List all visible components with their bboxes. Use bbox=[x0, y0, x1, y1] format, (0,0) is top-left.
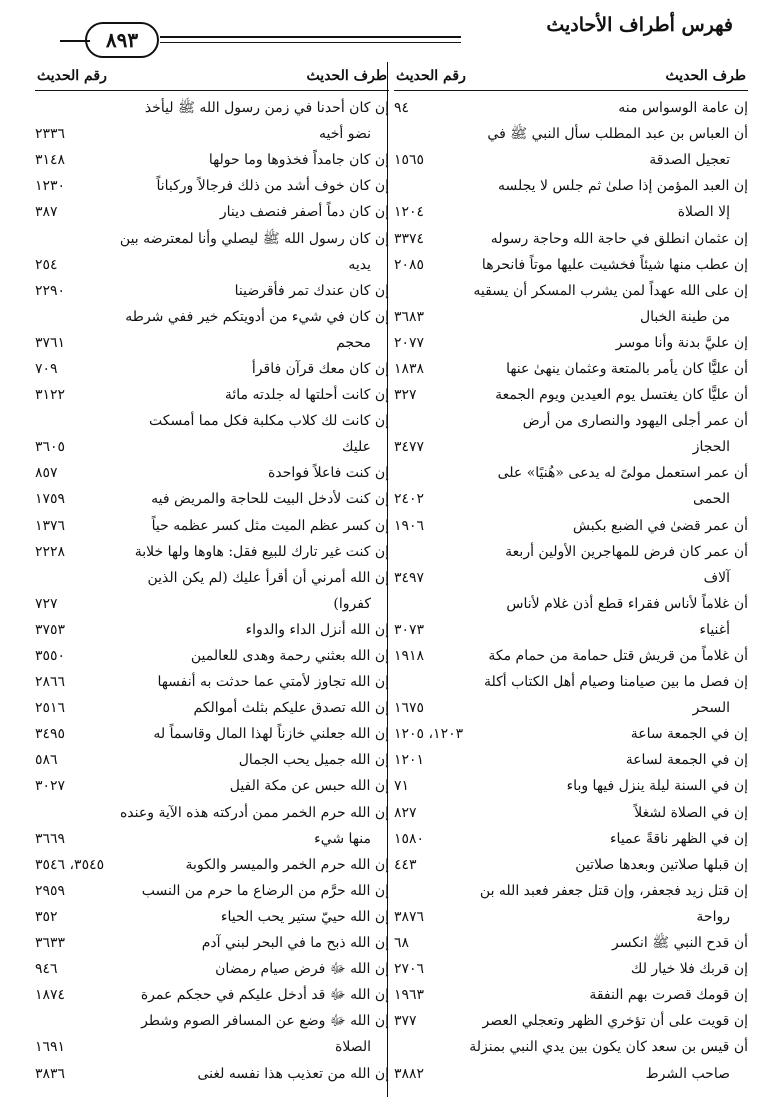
index-entry bbox=[394, 1060, 748, 1086]
index-entry bbox=[394, 460, 748, 486]
index-entry bbox=[35, 982, 389, 1008]
header-rule bbox=[160, 36, 461, 38]
index-entry bbox=[35, 1060, 389, 1086]
index-entry bbox=[394, 330, 748, 356]
index-entry bbox=[394, 252, 748, 278]
index-entry bbox=[35, 695, 389, 721]
hadith-number: ١٩٦٣ bbox=[394, 987, 425, 1004]
hadith-number: ١٢٠٣، ١٢٠٥ bbox=[394, 726, 464, 743]
hadith-text: يديه bbox=[348, 256, 371, 273]
entry-list bbox=[35, 95, 389, 1087]
hadith-text: من طينة الخبال bbox=[639, 308, 730, 325]
hadith-text: إن الله حييّ ستير يحب الحياء bbox=[220, 908, 389, 925]
hadith-number: ١٦٩١ bbox=[35, 1039, 66, 1056]
hadith-text: إن كان أحدنا في زمن رسول الله ﷺ ليأخذ bbox=[144, 100, 389, 117]
index-entry bbox=[35, 826, 389, 852]
hadith-text: أن غلاماً من قريش قتل حمامة من حمام مكة bbox=[488, 648, 748, 665]
hadith-text: محجم bbox=[336, 334, 371, 351]
hadith-number: ٣٨٣٦ bbox=[35, 1065, 66, 1082]
hadith-text: إن الله حرَّم من الرضاع ما حرم من النسب bbox=[141, 882, 389, 899]
index-entry bbox=[35, 721, 389, 747]
hadith-text: إن على الله عهداً لمن يشرب المسكر أن يسقيه bbox=[473, 282, 748, 299]
index-entry bbox=[394, 878, 748, 904]
hadith-text: أن عمر قضىٰ في الضبع بكبش bbox=[572, 517, 748, 534]
hadith-text: أن غلاماً لأناس فقراء قطع أذن غلام لأناس bbox=[506, 595, 748, 612]
index-entry bbox=[35, 278, 389, 304]
index-entry bbox=[394, 121, 748, 147]
column-header-number: رقم الحديث bbox=[37, 68, 107, 84]
hadith-text: إن كان في شيء من أدويتكم خير ففي شرطه bbox=[125, 308, 389, 325]
index-entry bbox=[35, 173, 389, 199]
hadith-text: إن الله تصدق عليكم بثلث أموالكم bbox=[193, 700, 389, 717]
hadith-number: ٣٠٢٧ bbox=[35, 778, 66, 795]
hadith-number: ٢٨٦٦ bbox=[35, 674, 66, 691]
hadith-text: السحر bbox=[692, 700, 730, 717]
hadith-text: إن كان رسول الله ﷺ ليصلي وأنا لمعترضه بين bbox=[119, 230, 389, 247]
hadith-text: إن الله من تعذيب هذا نفسه لغنى bbox=[197, 1065, 389, 1082]
hadith-number: ٨٢٧ bbox=[394, 804, 417, 821]
index-entry bbox=[35, 434, 389, 460]
index-entry bbox=[394, 826, 748, 852]
index-entry bbox=[394, 304, 748, 330]
index-entry bbox=[394, 408, 748, 434]
hadith-text: إلا الصلاة bbox=[677, 204, 730, 221]
hadith-text: إن الله بعثني رحمة وهدى للعالمين bbox=[190, 648, 389, 665]
index-entry bbox=[394, 852, 748, 878]
hadith-number: ٢٩٥٩ bbox=[35, 882, 66, 899]
index-entry bbox=[35, 773, 389, 799]
index-entry bbox=[394, 747, 748, 773]
hadith-text: إن الله ذبح ما في البحر لبني آدم bbox=[201, 935, 389, 952]
index-entry bbox=[394, 434, 748, 460]
page-number: ٨٩٣ bbox=[85, 22, 159, 58]
index-entry bbox=[35, 225, 389, 251]
hadith-text: إن كنت لأدخل البيت للحاجة والمريض فيه bbox=[151, 491, 389, 508]
hadith-text: رواحة bbox=[696, 908, 730, 925]
index-entry bbox=[35, 382, 389, 408]
hadith-number: ١٦٧٥ bbox=[394, 700, 425, 717]
hadith-number: ١٩٠٦ bbox=[394, 517, 425, 534]
index-entry bbox=[394, 486, 748, 512]
index-entry bbox=[35, 486, 389, 512]
hadith-number: ٧٢٧ bbox=[35, 595, 58, 612]
hadith-text: إن كان عندك تمر فأقرضينا bbox=[234, 282, 389, 299]
index-entry bbox=[394, 513, 748, 539]
index-entry bbox=[35, 643, 389, 669]
index-entry bbox=[35, 1008, 389, 1034]
hadith-text: إن قربك فلا خيار لك bbox=[630, 961, 748, 978]
hadith-number: ٢٣٣٦ bbox=[35, 126, 66, 143]
index-entry bbox=[394, 721, 748, 747]
hadith-text: الحجاز bbox=[692, 439, 730, 456]
column-left bbox=[35, 62, 389, 1092]
hadith-number: ١٣٧٦ bbox=[35, 517, 66, 534]
hadith-text: إن عثمان انطلق في حاجة الله وحاجة رسوله bbox=[490, 230, 748, 247]
hadith-number: ٢٠٨٥ bbox=[394, 256, 425, 273]
index-entry bbox=[35, 904, 389, 930]
hadith-number: ٢٥١٦ bbox=[35, 700, 66, 717]
hadith-text: إن كان خوف أشد من ذلك فرجالاً وركباناً bbox=[156, 178, 389, 195]
hadith-number: ٥٨٦ bbox=[35, 752, 58, 769]
hadith-text: إن الله تجاوز لأمتي عما حدثت به أنفسها bbox=[157, 674, 389, 691]
hadith-text: إن الله حرم الخمر ممن أدركته هذه الآية وعنده bbox=[119, 804, 389, 821]
index-entry bbox=[394, 356, 748, 382]
hadith-number: ٣٥٥٠ bbox=[35, 648, 66, 665]
index-entry bbox=[35, 513, 389, 539]
hadith-number: ١٢٣٠ bbox=[35, 178, 66, 195]
hadith-text: إن كانت لك كلاب مكلبة فكل مما أمسكت bbox=[149, 413, 389, 430]
index-entry bbox=[394, 617, 748, 643]
hadith-number: ٣٧٥٣ bbox=[35, 621, 66, 638]
hadith-number: ٦٨ bbox=[394, 935, 410, 952]
index-entry bbox=[35, 878, 389, 904]
hadith-number: ٣٧٧ bbox=[394, 1013, 417, 1030]
index-entry bbox=[35, 852, 389, 878]
index-entry bbox=[35, 460, 389, 486]
hadith-number: ٧٠٩ bbox=[35, 360, 58, 377]
index-entry bbox=[35, 930, 389, 956]
hadith-number: ٣٦٠٥ bbox=[35, 439, 66, 456]
hadith-number: ١٥٨٠ bbox=[394, 830, 425, 847]
index-entry bbox=[394, 930, 748, 956]
hadith-number: ٢٤٠٢ bbox=[394, 491, 425, 508]
entry-list bbox=[394, 95, 748, 1087]
hadith-number: ٣٤٩٥ bbox=[35, 726, 66, 743]
index-entry bbox=[35, 199, 389, 225]
hadith-number: ٣٢٧ bbox=[394, 387, 417, 404]
hadith-text: إن كسر عظم الميت مثل كسر عظمه حياً bbox=[151, 517, 389, 534]
hadith-text: إن عطب منها شيئاً فخشيت عليها موتاً فانحرها bbox=[481, 256, 748, 273]
hadith-text: أن عليًّا كان يأمر بالمتعة وعثمان ينهىٰ عنها bbox=[506, 360, 748, 377]
hadith-number: ٣٨٧ bbox=[35, 204, 58, 221]
hadith-text: إن كنت فاعلاً فواحدة bbox=[268, 465, 389, 482]
hadith-text: إن فصل ما بين صيامنا وصيام أهل الكتاب أكلة bbox=[483, 674, 748, 691]
hadith-text: إن كنت غير تارك للبيع فقل: هاوها ولها خلابة bbox=[134, 543, 389, 560]
hadith-number: ٢٧٠٦ bbox=[394, 961, 425, 978]
hadith-text: نضو أخيه bbox=[319, 126, 371, 143]
index-entry bbox=[35, 617, 389, 643]
hadith-number: ١٩١٨ bbox=[394, 648, 425, 665]
hadith-text: عليك bbox=[341, 439, 371, 456]
index-entry bbox=[394, 591, 748, 617]
index-entry bbox=[394, 147, 748, 173]
hadith-text: الحمى bbox=[693, 491, 730, 508]
hadith-text: إن في الجمعة لساعة bbox=[625, 752, 748, 769]
hadith-number: ١٨٣٨ bbox=[394, 360, 425, 377]
index-entry bbox=[394, 382, 748, 408]
hadith-text: إن قتل زيد فجعفر، وإن قتل جعفر فعبد الله بن bbox=[479, 882, 748, 899]
index-entry bbox=[35, 252, 389, 278]
index-entry bbox=[35, 956, 389, 982]
index-entry bbox=[394, 800, 748, 826]
hadith-number: ٣١٤٨ bbox=[35, 152, 66, 169]
hadith-number: ٣٤٩٧ bbox=[394, 569, 425, 586]
hadith-text: إن في الظهر ناقةً عمياء bbox=[609, 830, 748, 847]
hadith-text: أن عمر أجلى اليهود والنصارى من أرض bbox=[522, 413, 748, 430]
hadith-text: إن عليَّ بدنة وأنا موسر bbox=[615, 334, 748, 351]
hadith-text: إن العبد المؤمن إذا صلىٰ ثم جلس لا يجلسه bbox=[498, 178, 748, 195]
hadith-text: إن في الجمعة ساعة bbox=[630, 726, 748, 743]
hadith-text: إن قومك قصرت بهم النفقة bbox=[589, 987, 748, 1004]
hadith-text: إن قويت على أن تؤخري الظهر وتعجلي العصر bbox=[482, 1013, 748, 1030]
hadith-number: ٢٥٤ bbox=[35, 256, 58, 273]
hadith-number: ١٢٠١ bbox=[394, 752, 425, 769]
column-header bbox=[394, 62, 748, 91]
hadith-text: أن قدح النبي ﷺ انكسر bbox=[612, 935, 748, 952]
hadith-text: أغنياء bbox=[699, 621, 730, 638]
hadith-number: ٩٤٦ bbox=[35, 961, 58, 978]
index-entry bbox=[394, 904, 748, 930]
index-entry bbox=[35, 747, 389, 773]
hadith-text: إن كانت أحلتها له جلدته مائة bbox=[224, 387, 389, 404]
index-entry bbox=[394, 669, 748, 695]
index-entry bbox=[394, 982, 748, 1008]
hadith-text: إن الله حرم الخمر والميسر والكوبة bbox=[185, 856, 389, 873]
index-entry bbox=[394, 1008, 748, 1034]
index-entry bbox=[394, 199, 748, 225]
hadith-number: ١٨٧٤ bbox=[35, 987, 66, 1004]
hadith-text: إن الله ﷻ فرض صيام رمضان bbox=[215, 961, 389, 978]
header-rule-thin bbox=[160, 42, 461, 43]
hadith-text: أن العباس بن عبد المطلب سأل النبي ﷺ في bbox=[487, 126, 748, 143]
index-entry bbox=[394, 278, 748, 304]
hadith-number: ٢٠٧٧ bbox=[394, 334, 425, 351]
column-header-number: رقم الحديث bbox=[396, 68, 466, 84]
hadith-text: إن الله أنزل الداء والدواء bbox=[245, 621, 389, 638]
hadith-text: منها شيء bbox=[314, 830, 371, 847]
index-entry bbox=[394, 173, 748, 199]
page-header-title: فهرس أطراف الأحاديث bbox=[546, 14, 733, 36]
hadith-number: ٣٧٦١ bbox=[35, 334, 66, 351]
hadith-text: إن كان جامداً فخذوها وما حولها bbox=[208, 152, 389, 169]
hadith-number: ٣٥٢ bbox=[35, 908, 58, 925]
column-right bbox=[394, 62, 748, 1092]
hadith-number: ٢٢٩٠ bbox=[35, 282, 66, 299]
index-entry bbox=[35, 356, 389, 382]
index-entry bbox=[394, 695, 748, 721]
hadith-text: إن كان معك قرآن فاقرأ bbox=[251, 360, 389, 377]
hadith-text: إن قبلها صلاتين وبعدها صلاتين bbox=[575, 856, 748, 873]
hadith-text: الصلاة bbox=[335, 1039, 371, 1056]
index-entry bbox=[394, 643, 748, 669]
hadith-text: إن عامة الوسواس منه bbox=[618, 100, 748, 117]
hadith-number: ١٧٥٩ bbox=[35, 491, 66, 508]
column-header-text: طرف الحديث bbox=[665, 68, 746, 84]
hadith-number: ٣٨٨٢ bbox=[394, 1065, 425, 1082]
index-entry bbox=[394, 95, 748, 121]
hadith-text: آلاف bbox=[703, 569, 730, 586]
column-header bbox=[35, 62, 389, 91]
hadith-number: ٣٤٧٧ bbox=[394, 439, 425, 456]
hadith-text: أن عليًّا كان يغتسل يوم العيدين ويوم الجمعة bbox=[495, 387, 748, 404]
index-entry bbox=[35, 565, 389, 591]
hadith-number: ٣٣٧٤ bbox=[394, 230, 425, 247]
hadith-text: إن الله ﷻ قد أدخل عليكم في حجكم عمرة bbox=[140, 987, 389, 1004]
index-entry bbox=[35, 330, 389, 356]
hadith-text: إن الله جعلني خازناً لهذا المال وقاسماً له bbox=[153, 726, 389, 743]
index-entry bbox=[394, 225, 748, 251]
hadith-text: إن الله حبس عن مكة الفيل bbox=[229, 778, 389, 795]
hadith-number: ٣١٢٢ bbox=[35, 387, 66, 404]
hadith-number: ٣٦٦٩ bbox=[35, 830, 66, 847]
hadith-text: إن الله ﷻ وضع عن المسافر الصوم وشطر bbox=[141, 1013, 389, 1030]
hadith-number: ٢٢٢٨ bbox=[35, 543, 66, 560]
index-entry bbox=[35, 539, 389, 565]
hadith-text: إن الله أمرني أن أقرأ عليك (لم يكن الذين bbox=[147, 569, 389, 586]
index-entry bbox=[35, 1034, 389, 1060]
hadith-number: ٣٥٤٥، ٣٥٤٦ bbox=[35, 856, 105, 873]
index-entry bbox=[35, 669, 389, 695]
hadith-text: إن كان دماً أصفر فنصف دينار bbox=[219, 204, 389, 221]
hadith-text: إن الله جميل يحب الجمال bbox=[238, 752, 389, 769]
index-entry bbox=[35, 304, 389, 330]
index-entry bbox=[35, 95, 389, 121]
hadith-number: ١٥٦٥ bbox=[394, 152, 425, 169]
hadith-number: ٨٥٧ bbox=[35, 465, 58, 482]
column-header-text: طرف الحديث bbox=[306, 68, 387, 84]
hadith-number: ٧١ bbox=[394, 778, 410, 795]
hadith-text: إن في السنة ليلة ينزل فيها وباء bbox=[566, 778, 748, 795]
index-entry bbox=[35, 121, 389, 147]
index-entry bbox=[394, 565, 748, 591]
index-entry bbox=[35, 591, 389, 617]
index-entry bbox=[35, 408, 389, 434]
hadith-number: ٣٠٧٣ bbox=[394, 621, 425, 638]
hadith-text: إن في الصلاة لشغلاً bbox=[634, 804, 748, 821]
hadith-text: تعجيل الصدقة bbox=[649, 152, 730, 169]
index-entry bbox=[394, 956, 748, 982]
hadith-text: كفروا) bbox=[333, 595, 371, 612]
hadith-text: أن عمر كان فرض للمهاجرين الأولين أربعة bbox=[505, 543, 748, 560]
index-entry bbox=[394, 1034, 748, 1060]
index-entry bbox=[394, 773, 748, 799]
hadith-text: أن عمر استعمل مولىً له يدعى «هُنيًا» على bbox=[497, 465, 748, 482]
hadith-number: ٣٦٣٣ bbox=[35, 935, 66, 952]
index-entry bbox=[394, 539, 748, 565]
hadith-number: ٣٦٨٣ bbox=[394, 308, 425, 325]
index-entry bbox=[35, 147, 389, 173]
hadith-number: ٩٤ bbox=[394, 100, 410, 117]
hadith-text: صاحب الشرط bbox=[645, 1065, 730, 1082]
hadith-text: أن قيس بن سعد كان يكون بين يدي النبي بمنزلة bbox=[469, 1039, 748, 1056]
hadith-number: ١٢٠٤ bbox=[394, 204, 425, 221]
index-entry bbox=[35, 800, 389, 826]
hadith-number: ٤٤٣ bbox=[394, 856, 417, 873]
hadith-number: ٣٨٧٦ bbox=[394, 908, 425, 925]
